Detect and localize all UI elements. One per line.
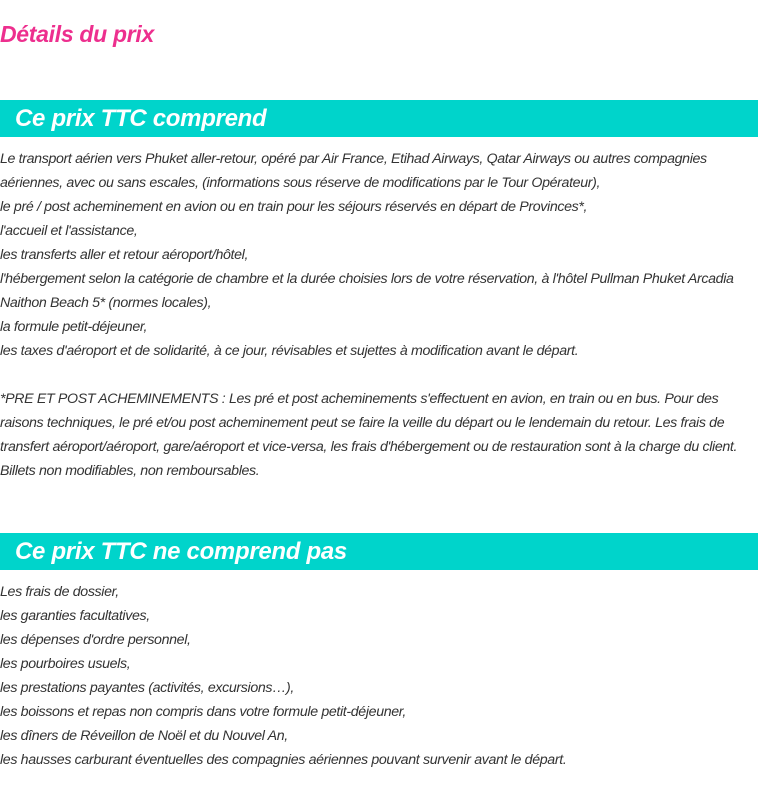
excluded-section-header <box>0 533 758 570</box>
included-item: le pré / post acheminement en avion ou en train pour les séjours réservés en départ de Provinces*, <box>0 199 588 215</box>
excluded-section-title: Ce prix TTC ne comprend pas <box>15 538 347 565</box>
excluded-item: les dîners de Réveillon de Noël et du Nouvel An, <box>0 728 288 744</box>
page-title: Détails du prix <box>0 21 154 47</box>
note-text: *PRE ET POST ACHEMINEMENTS : Les pré et post acheminements s'effectuent en avion, en train ou en bus. Pour des raisons techniques, le pré et/ou post acheminement peut se faire la veille du départ ou le lendemain du retour. Les frais de transfert aéroport/aéroport, gare/aéroport et vice-versa, les frais d'hébergement ou de restauration sont à la charge du client. Billets non modifiables, non remboursables. <box>0 391 738 479</box>
included-item: les transferts aller et retour aéroport/hôtel, <box>0 247 249 263</box>
excluded-item: les boissons et repas non compris dans votre formule petit-déjeuner, <box>0 704 406 720</box>
included-list <box>0 147 758 363</box>
included-item: l'hébergement selon la catégorie de chambre et la durée choisies lors de votre réservation, à l'hôtel Pullman Phuket Arcadia Naithon Beach 5* (normes locales), <box>0 271 734 311</box>
excluded-list <box>0 580 758 772</box>
excluded-item: les dépenses d'ordre personnel, <box>0 632 191 648</box>
included-section-title: Ce prix TTC comprend <box>15 105 267 132</box>
excluded-item: les garanties facultatives, <box>0 608 150 624</box>
excluded-item: les prestations payantes (activités, excursions…), <box>0 680 294 696</box>
excluded-item: Les frais de dossier, <box>0 584 119 600</box>
included-item: l'accueil et l'assistance, <box>0 223 138 239</box>
pre-post-acheminement-note <box>0 387 758 483</box>
included-item: la formule petit-déjeuner, <box>0 319 148 335</box>
included-section-header <box>0 100 758 137</box>
included-item: les taxes d'aéroport et de solidarité, à ce jour, révisables et sujettes à modification avant le départ. <box>0 343 579 359</box>
excluded-item: les hausses carburant éventuelles des compagnies aériennes pouvant survenir avant le départ. <box>0 752 567 768</box>
excluded-item: les pourboires usuels, <box>0 656 131 672</box>
included-item: Le transport aérien vers Phuket aller-retour, opéré par Air France, Etihad Airways, Qatar Airways ou autres compagnies aériennes, avec ou sans escales, (informations sous réserve de modifications par le Tour Opérateur), <box>0 151 707 191</box>
